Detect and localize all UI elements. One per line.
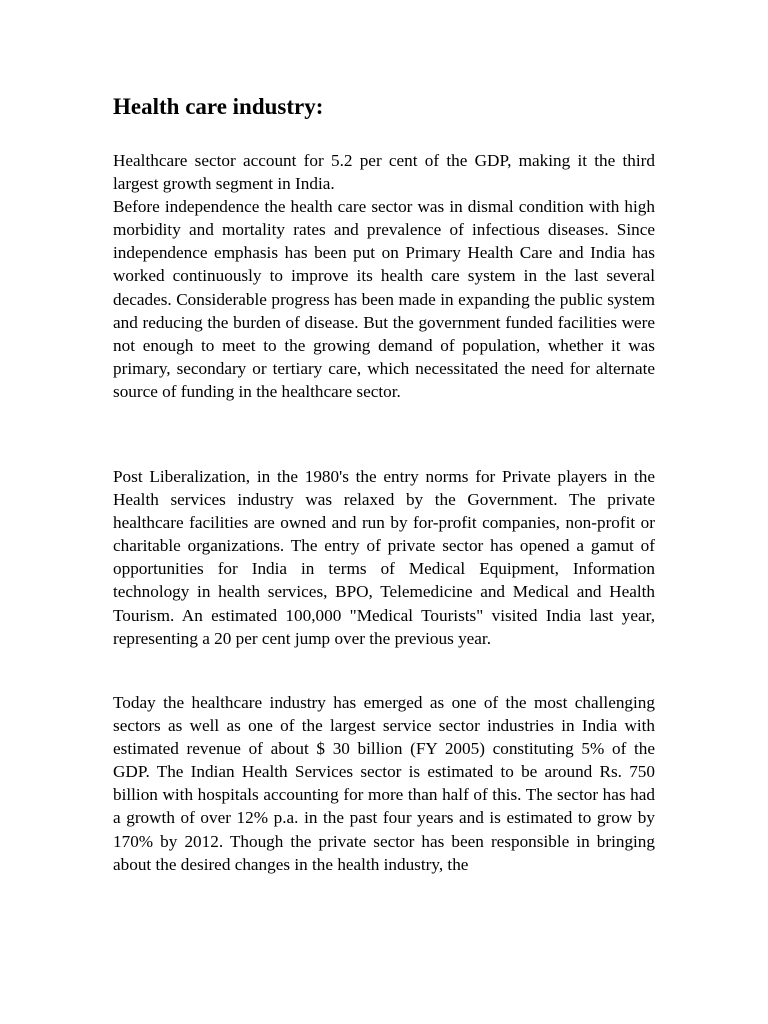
paragraph-block-today	[113, 691, 655, 876]
paragraph-today: Today the healthcare industry has emerged as one of the most challenging sectors as well as one of the largest service sector industries in India with estimated revenue of about $ 30 billion (FY 2005) constituting 5% of the GDP. The Indian Health Services sector is estimated to be around Rs. 750 billion with hospitals accounting for more than half of this. The sector has had a growth of over 12% p.a. in the past four years and is estimated to grow by 170% by 2012. Though the private sector has been responsible in bringing about the desired changes in the health industry, the	[113, 693, 655, 874]
paragraph-liberalization: Post Liberalization, in the 1980's the entry norms for Private players in the Health services industry was relaxed by the Government. The private healthcare facilities are owned and run by for-profit companies, non-profit or charitable organizations. The entry of private sector has opened a gamut of opportunities for India in terms of Medical Equipment, Information technology in health services, BPO, Telemedicine and Medical and Health Tourism. An estimated 100,000 "Medical Tourists" visited India last year, representing a 20 per cent jump over the previous year.	[113, 467, 655, 648]
paragraph-block-liberalization	[113, 465, 655, 650]
document-title: Health care industry:	[113, 94, 324, 119]
paragraph-block-intro	[113, 149, 655, 403]
paragraph-gdp-share: Healthcare sector account for 5.2 per cent of the GDP, making it the third largest growth segment in India.	[113, 151, 655, 194]
paragraph-independence: Before independence the health care sector was in dismal condition with high morbidity and mortality rates and prevalence of infectious diseases. Since independence emphasis has been put on Primary Health Care and India has worked continuously to improve its health care system in the last several decades. Considerable progress has been made in expanding the public system and reducing the burden of disease. But the government funded facilities were not enough to meet to the growing demand of population, whether it was primary, secondary or tertiary care, which necessitated the need for alternate source of funding in the healthcare sector.	[113, 197, 655, 401]
